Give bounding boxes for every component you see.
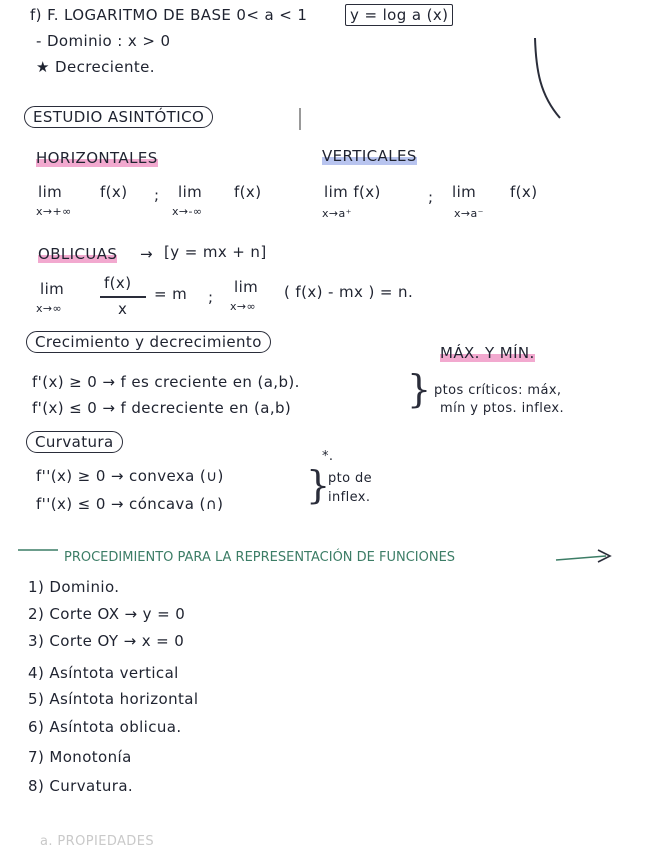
procedure-step: 3) Corte OY → x = 0 — [28, 632, 185, 650]
oblique-lim2: lim — [234, 278, 259, 296]
procedure-step: 1) Dominio. — [28, 578, 120, 596]
vertical-sub2: x→a⁻ — [454, 207, 484, 220]
oblique-sub2: x→∞ — [230, 300, 257, 313]
growth-brace: } — [407, 367, 432, 411]
oblique-eq1: = m — [154, 285, 188, 303]
vertical-label: VERTICALES — [322, 147, 417, 165]
oblique-expr: ( f(x) - mx ) = n. — [284, 283, 414, 301]
oblique-sub1: x→∞ — [36, 302, 63, 315]
oblique-arrow: → — [140, 245, 153, 263]
curvature-star: *. — [322, 449, 334, 464]
log-domain: - Dominio : x > 0 — [36, 32, 171, 50]
horizontal-sub1: x→+∞ — [36, 205, 72, 218]
oblique-num: f(x) — [104, 274, 132, 292]
procedure-step: 2) Corte OX → y = 0 — [28, 605, 186, 623]
horizontal-sub2: x→-∞ — [172, 205, 203, 218]
growth-note2: mín y ptos. inflex. — [440, 401, 565, 416]
asymptotic-heading: ESTUDIO ASINTÓTICO — [24, 106, 213, 128]
curvature-brace: } — [306, 463, 331, 507]
log-title: f) F. LOGARITMO DE BASE 0< a < 1 — [30, 6, 308, 24]
log-formula: y = log a (x) — [345, 4, 453, 26]
horizontal-label: HORIZONTALES — [36, 149, 158, 167]
oblique-label: OBLICUAS — [38, 245, 118, 263]
horizontal-fx2: f(x) — [234, 183, 262, 201]
horizontal-lim2: lim — [178, 183, 203, 201]
growth-line1: f'(x) ≥ 0 → f es creciente en (a,b). — [32, 373, 300, 391]
growth-heading: Crecimiento y decrecimiento — [26, 331, 271, 353]
procedure-step: 8) Curvatura. — [28, 777, 134, 795]
log-decreasing: ★ Decreciente. — [36, 58, 155, 76]
maxmin-label: MÁX. Y MÍN. — [440, 344, 535, 362]
horizontal-sep: ; — [154, 186, 160, 204]
horizontal-fx1: f(x) — [100, 183, 128, 201]
oblique-fraction-bar — [100, 296, 146, 298]
procedure-step: 6) Asíntota oblicua. — [28, 718, 182, 736]
vertical-lim2: lim — [452, 183, 477, 201]
procedure-heading: PROCEDIMIENTO PARA LA REPRESENTACIÓN DE FUNCIONES — [64, 550, 456, 565]
horizontal-lim1: lim — [38, 183, 63, 201]
oblique-den: x — [118, 300, 128, 318]
vertical-lim1: lim f(x) — [324, 183, 381, 201]
oblique-sep: ; — [208, 288, 214, 306]
vertical-fx2: f(x) — [510, 183, 538, 201]
growth-line2: f'(x) ≤ 0 → f decreciente en (a,b) — [32, 399, 292, 417]
curvature-note2: inflex. — [328, 490, 371, 505]
oblique-lim1: lim — [40, 280, 65, 298]
curvature-note1: pto de — [328, 471, 373, 486]
procedure-step: 4) Asíntota vertical — [28, 664, 179, 682]
procedure-step: 5) Asíntota horizontal — [28, 690, 199, 708]
growth-note1: ptos críticos: máx, — [434, 383, 562, 398]
curvature-line2: f''(x) ≤ 0 → cóncava (∩) — [36, 495, 224, 513]
oblique-formula: [y = mx + n] — [164, 243, 267, 261]
curvature-heading: Curvatura — [26, 431, 123, 453]
procedure-step: 7) Monotonía — [28, 748, 132, 766]
vertical-sub1: x→a⁺ — [322, 207, 352, 220]
curvature-line1: f''(x) ≥ 0 → convexa (∪) — [36, 467, 224, 485]
footer-fragment: a. PROPIEDADES — [40, 834, 154, 849]
vertical-sep: ; — [428, 188, 434, 206]
